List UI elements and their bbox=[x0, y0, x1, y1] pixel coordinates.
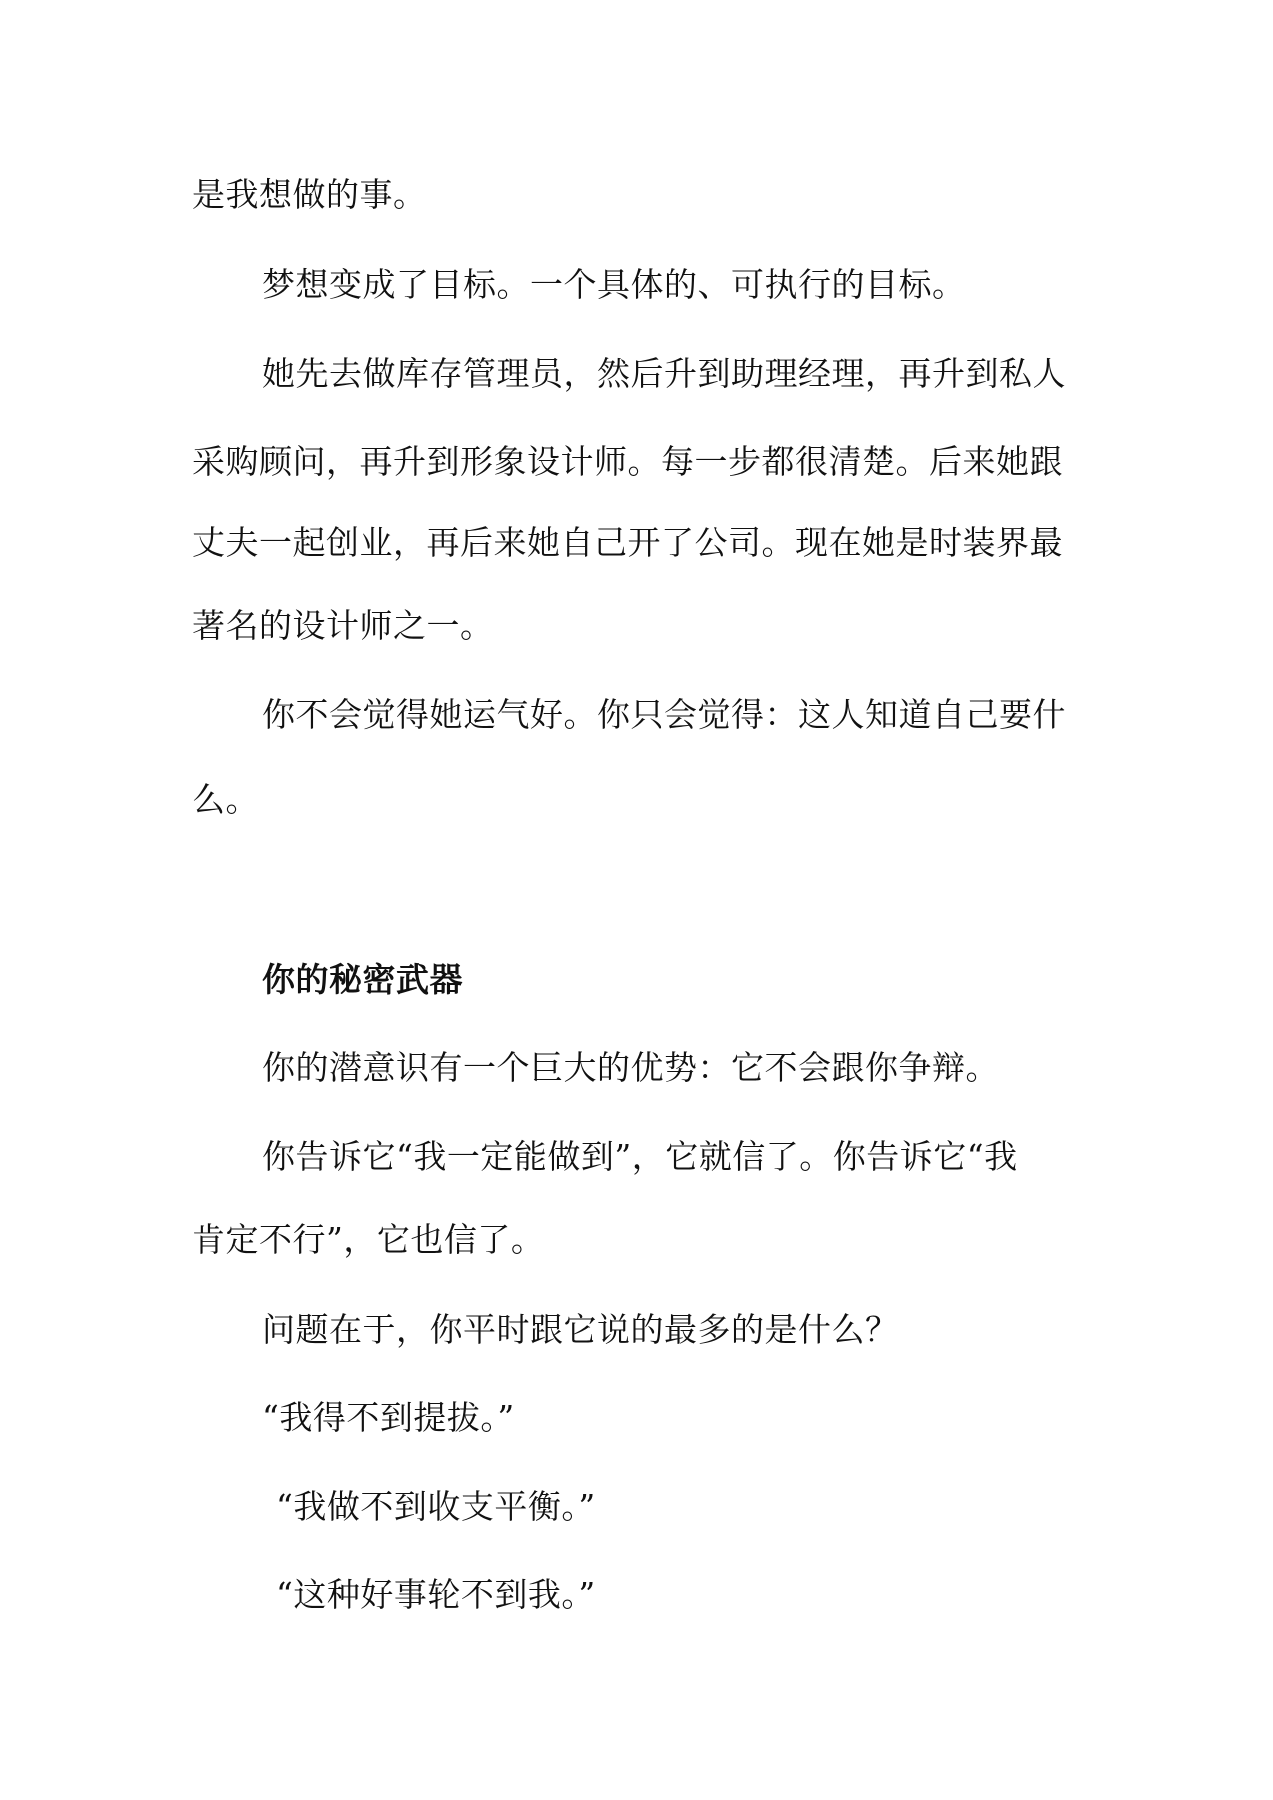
paragraph-line: 你的潜意识有一个巨大的优势：它不会跟你争辩。 bbox=[262, 1048, 999, 1087]
paragraph-line: 著名的设计师之一。 bbox=[192, 606, 494, 645]
paragraph-line: 你告诉它“我一定能做到”，它就信了。你告诉它“我 bbox=[262, 1137, 1018, 1176]
paragraph-line: 采购顾问，再升到形象设计师。每一步都很清楚。后来她跟 bbox=[192, 442, 1063, 481]
paragraph-line: 肯定不行”，它也信了。 bbox=[192, 1220, 545, 1259]
paragraph-line: 梦想变成了目标。一个具体的、可执行的目标。 bbox=[262, 265, 966, 304]
quote-line: “我做不到收支平衡。” bbox=[276, 1487, 596, 1526]
paragraph-line: 问题在于，你平时跟它说的最多的是什么？ bbox=[262, 1310, 899, 1349]
paragraph-line: 丈夫一起创业，再后来她自己开了公司。现在她是时装界最 bbox=[192, 523, 1063, 562]
paragraph-line: 么。 bbox=[192, 780, 259, 819]
section-heading: 你的秘密武器 bbox=[262, 960, 463, 999]
quote-line: “我得不到提拔。” bbox=[262, 1398, 515, 1437]
paragraph-line: 她先去做库存管理员，然后升到助理经理，再升到私人 bbox=[262, 354, 1066, 393]
paragraph-line: 是我想做的事。 bbox=[192, 175, 427, 214]
quote-line: “这种好事轮不到我。” bbox=[276, 1575, 596, 1614]
paragraph-line: 你不会觉得她运气好。你只会觉得：这人知道自己要什 bbox=[262, 695, 1066, 734]
